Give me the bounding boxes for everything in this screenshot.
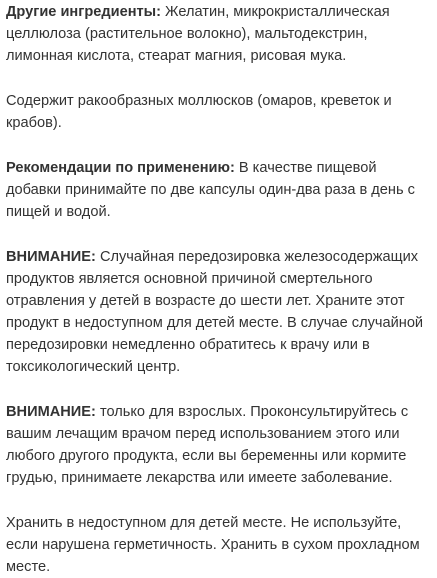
paragraph-label: ВНИМАНИЕ:: [6, 404, 96, 420]
paragraph-text: Желатин, микрокристаллическая целлюлоза (растительное волокно), мальтодекстрин, лимонная кислота, стеарат магния, рисовая мука.: [6, 4, 390, 64]
paragraph-label: Рекомендации по применению:: [6, 160, 235, 176]
paragraph-text: только для взрослых. Проконсультируйтесь с вашим лечащим врачом перед использованием этого или любого другого продукта, если вы беременны или кормите грудью, принимаете лекарства или имеете заболевание.: [6, 404, 409, 486]
warning-iron-paragraph: [6, 246, 431, 378]
warning-adults-paragraph: [6, 401, 431, 489]
paragraph-text: В качестве пищевой добавки принимайте по две капсулы один-два раза в день с пищей и водой.: [6, 160, 415, 220]
allergen-paragraph: [6, 90, 431, 134]
storage-paragraph: [6, 512, 431, 578]
paragraph-label: ВНИМАНИЕ:: [6, 249, 96, 265]
usage-paragraph: [6, 157, 431, 223]
paragraph-text: Содержит ракообразных моллюсков (омаров, креветок и крабов).: [6, 93, 392, 131]
paragraph-text: Случайная передозировка железосодержащих продуктов является основной причиной смертельного отравления у детей в возрасте до шести лет. Храните этот продукт в недоступном для детей месте. В случае случайной передозировки немедленно обратитесь к врачу или в токсикологический центр.: [6, 249, 424, 375]
other-ingredients-paragraph: [6, 1, 431, 67]
paragraph-label: Другие ингредиенты:: [6, 4, 161, 20]
paragraph-text: Хранить в недоступном для детей месте. Не используйте, если нарушена герметичность. Хранить в сухом прохладном месте.: [6, 515, 420, 575]
